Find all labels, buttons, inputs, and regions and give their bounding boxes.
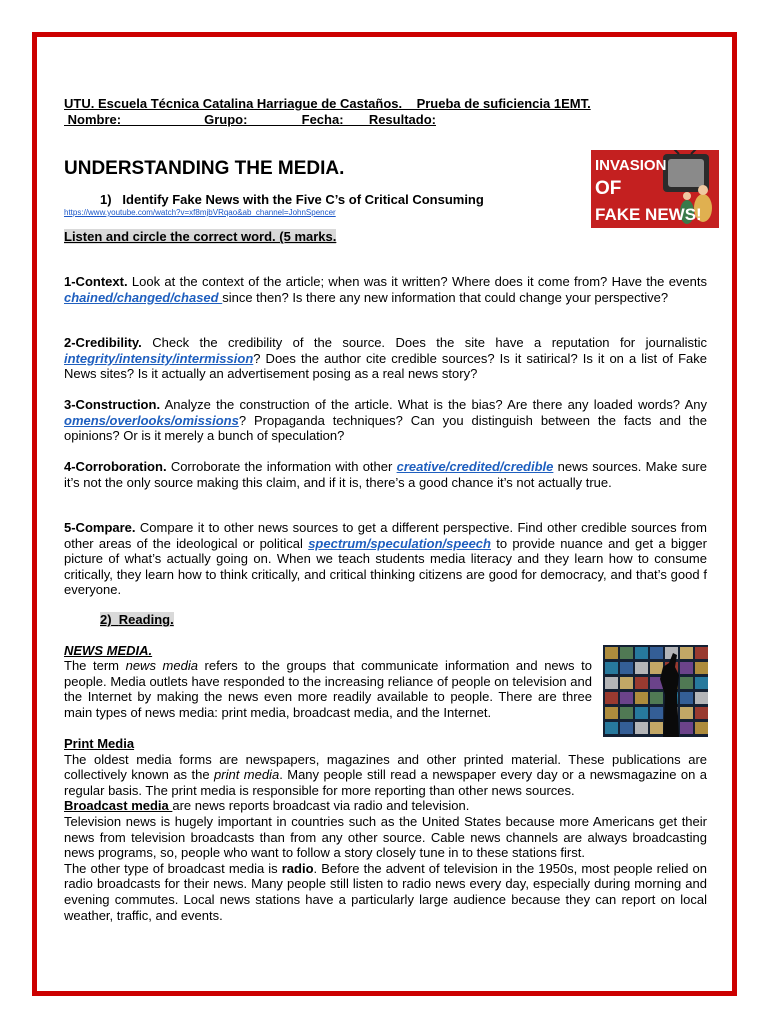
tv-screen [620,707,633,719]
item-heading: 2-Credibility. [64,335,142,350]
broadcast-media-line [64,798,707,814]
item-heading: 4-Corroboration. [64,459,167,474]
reading-intro [64,658,592,720]
question-1-text: Identify Fake News with the Five C’s of Critical Consuming [122,192,484,207]
tv-screen [635,677,648,689]
broadcast-media-heading: Broadcast media [64,798,173,814]
tv-screen [650,662,663,674]
item-text: since then? Is there any new information that could change your perspective? [222,289,669,305]
tv-screen [605,677,618,689]
tv-screen [650,722,663,734]
tv-screen [695,647,708,659]
tv-screen [620,647,633,659]
image-text-invasion: INVASION [595,157,667,174]
tv-screen [680,647,693,659]
term-news-media: news media [125,658,198,673]
student-info-line: Nombre: Grupo: Fecha: Resultado: [64,112,436,127]
video-link[interactable]: https://www.youtube.com/watch?v=xf8mjbVRqao&ab_channel=JohnSpencer [64,208,336,217]
item-text: Check the credibility of the source. Does the site have a reputation for journalistic [141,335,707,350]
item-corroboration [64,459,707,490]
term-print-media: print media [214,767,280,783]
school-header-line: UTU. Escuela Técnica Catalina Harriague de Castaños. Prueba de suficiencia 1EMT. [64,96,591,111]
tv-wall-illustration [603,645,708,737]
tv-wall-image [603,645,708,737]
print-media-paragraph [64,752,707,799]
page-title: UNDERSTANDING THE MEDIA. [64,158,345,179]
tv-screen [695,692,708,704]
reading-text: refers to the groups that communicate information and news to people. Media outlets have responded to the increasing reliance of people on television and the Internet by making the news even more readily available to people. There are three main types of news media: print media, broadcast media, and the Internet. [64,658,592,720]
tv-screen [695,722,708,734]
tv-screen [680,677,693,689]
tv-screen [605,707,618,719]
reading-text: are news reports broadcast via radio and television. [172,798,470,814]
reading-heading: NEWS MEDIA. [64,643,153,658]
question-1-number: 1) [100,192,112,207]
print-media-heading: Print Media [64,736,135,751]
tv-screen [650,647,663,659]
reading-text: The oldest media forms are newspapers, magazines and other printed material. These publications are collectively known as the [64,751,707,783]
reading-text: The term [64,658,126,673]
tv-screen [680,707,693,719]
item-text: to provide nuance and get a bigger picture of what’s actually going on. When we teach students media literacy and they learn how to consume critically, they learn how to think critically, and critical thinking citizens are good for democracy, and that’s good f everyone. [64,535,707,598]
tv-screen [620,722,633,734]
question-1 [100,192,484,207]
item-context [64,274,707,305]
tv-screen [635,662,648,674]
item-text: Look at the context of the article; when was it written? Where does it come from? Have the events [127,274,707,289]
question-2-number: 2) [100,612,112,627]
print-media-section [64,736,707,923]
tv-screen [620,677,633,689]
image-text-of: OF [595,178,622,199]
tv-screen [635,722,648,734]
instruction: Listen and circle the correct word. (5 marks. [64,229,337,244]
tv-screen [605,692,618,704]
item-heading: 5-Compare. [64,520,136,535]
tv-screen [650,707,663,719]
reading-text: . Before the advent of television in the 1950s, most people relied on radio broadcasts for their news. Many people still listen to radio news every day, especially during morning and evening commutes. Local news stations have a particularly large audience because they can report on local weather, traffic, and events. [64,860,707,923]
fake-news-illustration [591,150,719,228]
word-options[interactable]: integrity/intensity/intermission [64,350,254,366]
question-2 [100,612,174,627]
question-2-text: Reading. [118,612,174,627]
item-heading: 1-Context. [64,274,128,289]
item-compare [64,520,707,598]
image-text-fake-news: FAKE NEWS! [595,205,702,224]
item-text: ? Does the author cite credible sources? Is it satirical? Is it on a list of Fake News sites? Is it actually an advertisement posing as a real news story? [64,350,707,382]
tv-screen [635,692,648,704]
tv-screen [605,647,618,659]
tv-screen [605,662,618,674]
word-options[interactable]: chained/changed/chased [64,289,223,305]
item-text: Corroborate the information with other [166,459,397,474]
tv-screen [635,647,648,659]
tv-screen [695,677,708,689]
tv-screen [650,692,663,704]
item-text: Analyze the construction of the article. What is the bias? Are there any loaded words? Any [160,397,707,412]
item-credibility [64,335,707,382]
tv-screen [620,692,633,704]
item-heading: 3-Construction. [64,397,161,412]
reading-text: . Many people still read a newspaper every day or a newsmagazine on a regular basis. The print media is responsible for more reporting than other news sources. [64,767,708,798]
reading-text: The other type of broadcast media is [64,860,282,876]
term-radio: radio [281,860,314,876]
television-paragraph: Television news is hugely important in countries such as the United States because more Americans get their news from television broadcasts than from any other source. Cable news channels are always broadcasting news programs, so, people who want to follow a story closely tune in to these stations first. [64,813,707,861]
tv-screen [605,722,618,734]
item-text: news sources. Make sure it’s not the only source making this claim, and if it is, there’s a good chance it’s not actually true. [64,459,707,490]
item-text: ? Propaganda techniques? Can you distinguish between the facts and the opinions? Or is it merely a bunch of speculation? [64,412,707,444]
word-options[interactable]: spectrum/speculation/speech [308,535,491,551]
word-options[interactable]: creative/credited/credible [396,459,554,474]
tv-screen [695,662,708,674]
invasion-fake-news-image [591,150,719,228]
tv-screen [680,662,693,674]
tv-screen [680,692,693,704]
tv-screen [695,707,708,719]
word-options[interactable]: omens/overlooks/omissions [64,412,239,428]
item-construction [64,397,707,444]
tv-screen [635,707,648,719]
item-text: Compare it to other news sources to get a different perspective. Find other credible sources from other areas of the ideological or political [64,520,707,551]
radio-paragraph [64,861,707,923]
tv-screen [620,662,633,674]
tv-screen [680,722,693,734]
